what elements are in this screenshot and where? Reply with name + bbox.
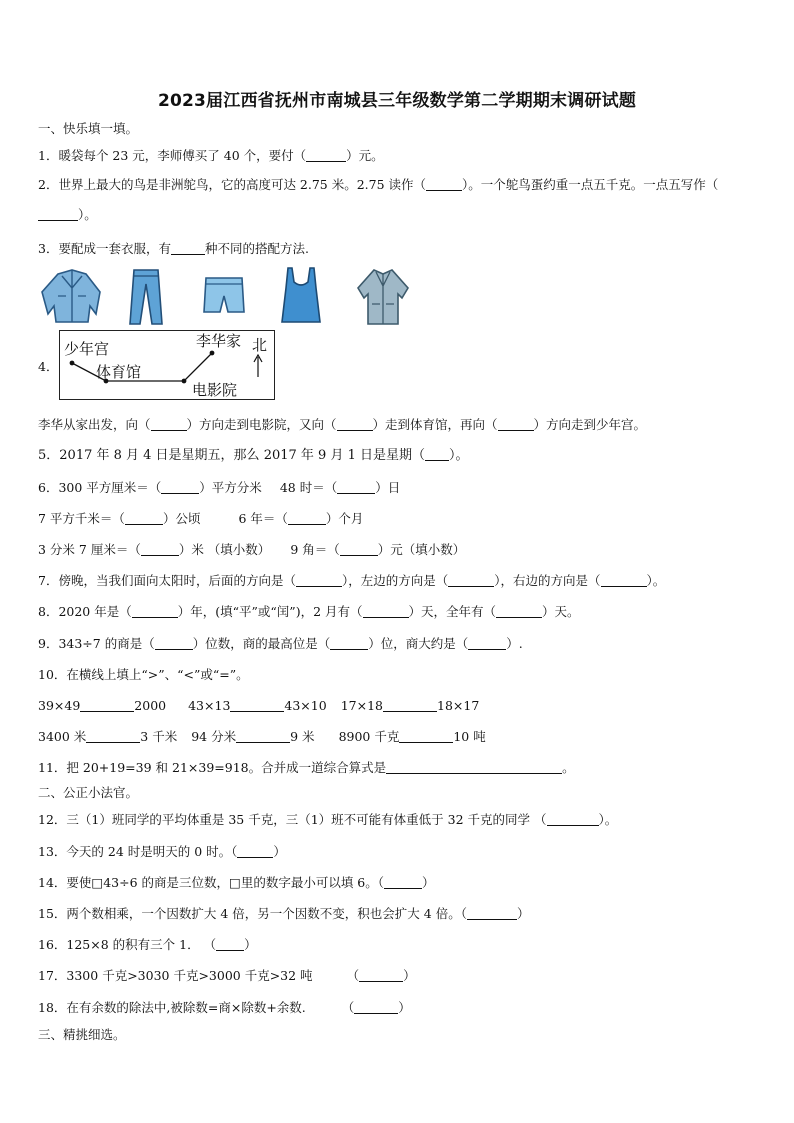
question-6-row-1: 6．300 平方厘米＝（ ）平方分米 48 时＝（ ）日 — [38, 480, 401, 495]
question-10-row-2: 3400 米 3 千米 94 分米 9 米 8900 千克 10 吨 — [38, 729, 486, 744]
question-2: 2．世界上最大的鸟是非洲鸵鸟，它的高度可达 2.75 米。2.75 读作（ ）。一个鸵鸟蛋约重一点五千克。一点五写作（）。 — [38, 177, 719, 222]
section-3-heading: 三、精挑细选。 — [38, 1027, 126, 1042]
answer-blank[interactable] — [141, 543, 179, 556]
answer-blank[interactable] — [216, 938, 244, 951]
answer-blank[interactable] — [448, 574, 494, 587]
answer-blank[interactable] — [496, 605, 542, 618]
question-14: 14．要使□43÷6 的商是三位数，□里的数字最小可以填 6。（ ） — [38, 875, 435, 890]
answer-blank[interactable] — [601, 574, 647, 587]
answer-blank[interactable] — [354, 1001, 398, 1014]
question-4-number: 4． — [38, 359, 59, 374]
answer-blank[interactable] — [230, 699, 284, 712]
answer-blank[interactable] — [467, 907, 517, 920]
section-1-heading: 一、快乐填一填。 — [38, 121, 139, 136]
map-label-youth-palace: 少年宫 — [64, 340, 110, 358]
page-title: 2023届江西省抚州市南城县三年级数学第二学期期末调研试题 — [157, 91, 637, 111]
answer-blank[interactable] — [86, 730, 140, 743]
answer-blank[interactable] — [237, 845, 273, 858]
answer-blank[interactable] — [236, 730, 290, 743]
answer-blank[interactable] — [468, 637, 506, 650]
answer-blank[interactable] — [151, 418, 187, 431]
pants-icon — [124, 266, 168, 328]
answer-blank[interactable] — [426, 178, 462, 191]
answer-blank[interactable] — [340, 543, 378, 556]
map-label-cinema: 电影院 — [192, 381, 238, 399]
question-5: 5．2017 年 8 月 4 日是星期五，那么 2017 年 9 月 1 日是星期（ ）。 — [38, 448, 469, 463]
question-6-row-3: 3 分米 7 厘米＝（ ）米 （填小数） 9 角＝（ ）元（填小数） — [38, 542, 466, 557]
answer-blank[interactable] — [498, 418, 534, 431]
answer-blank[interactable] — [288, 512, 326, 525]
question-10-prompt: 10．在横线上填上“>”、“<”或“=”。 — [38, 667, 249, 682]
answer-blank[interactable] — [337, 418, 373, 431]
answer-blank[interactable] — [38, 208, 78, 221]
clothing-images — [36, 266, 416, 328]
map-label-north: 北 — [252, 336, 268, 354]
question-15: 15．两个数相乘，一个因数扩大 4 倍，另一个因数不变，积也会扩大 4 倍。（ ） — [38, 906, 530, 921]
tank-top-icon — [276, 266, 326, 328]
map-label-gym: 体育馆 — [96, 363, 142, 381]
question-3: 3．要配成一套衣服，有 种不同的搭配方法. — [38, 241, 309, 256]
answer-blank[interactable] — [330, 637, 368, 650]
answer-blank[interactable] — [306, 149, 346, 162]
answer-blank[interactable] — [161, 481, 199, 494]
answer-blank[interactable] — [399, 730, 453, 743]
question-16: 16．125×8 的积有三个 1． （ ） — [38, 937, 257, 952]
question-9: 9．343÷7 的商是（ ）位数，商的最高位是（ ）位，商大约是（ ）. — [38, 636, 523, 651]
jacket-icon — [36, 266, 108, 328]
question-6-row-2: 7 平方千米＝（ ）公顷 6 年＝（ ）个月 — [38, 511, 364, 526]
answer-blank[interactable] — [80, 699, 134, 712]
route-map — [59, 330, 275, 400]
answer-blank[interactable] — [359, 969, 403, 982]
question-7: 7．傍晚，当我们面向太阳时，后面的方向是（ ），左边的方向是（ ），右边的方向是（ ）。 — [38, 573, 666, 588]
answer-blank[interactable] — [296, 574, 342, 587]
answer-blank[interactable] — [171, 242, 205, 255]
answer-blank[interactable] — [547, 813, 599, 826]
answer-blank[interactable] — [155, 637, 193, 650]
answer-blank[interactable] — [132, 605, 178, 618]
question-18: 18．在有余数的除法中,被除数=商×除数+余数. （ ） — [38, 1000, 411, 1015]
answer-blank[interactable] — [125, 512, 163, 525]
answer-blank[interactable] — [337, 481, 375, 494]
question-13: 13．今天的 24 时是明天的 0 时。（ ） — [38, 844, 286, 859]
coat-icon — [354, 266, 412, 328]
answer-blank[interactable] — [384, 876, 422, 889]
answer-blank[interactable] — [386, 761, 562, 774]
question-4-text: 李华从家出发，向（ ）方向走到电影院，又向（ ）走到体育馆，再向（ ）方向走到少年宫。 — [38, 417, 647, 432]
question-11: 11．把 20+19=39 和 21×39=918。合并成一道综合算式是 。 — [38, 760, 575, 775]
answer-blank[interactable] — [363, 605, 409, 618]
map-label-lihua-home: 李华家 — [196, 332, 242, 350]
question-8: 8．2020 年是（ ）年，(填“平”或“闰”)，2 月有（ ）天，全年有（ ）天。 — [38, 604, 580, 619]
section-2-heading: 二、公正小法官。 — [38, 785, 139, 800]
shorts-icon — [200, 266, 248, 328]
question-10-row-1: 39×49 2000 43×13 43×10 17×18 18×17 — [38, 698, 480, 713]
answer-blank[interactable] — [383, 699, 437, 712]
question-1: 1．暖袋每个 23 元，李师傅买了 40 个，要付（ ）元。 — [38, 148, 384, 163]
answer-blank[interactable] — [425, 448, 449, 461]
question-12: 12．三（1）班同学的平均体重是 35 千克，三（1）班不可能有体重低于 32 千克的同学 （ ）。 — [38, 812, 618, 827]
question-17: 17．3300 千克>3030 千克>3000 千克>32 吨 （ ） — [38, 968, 416, 983]
